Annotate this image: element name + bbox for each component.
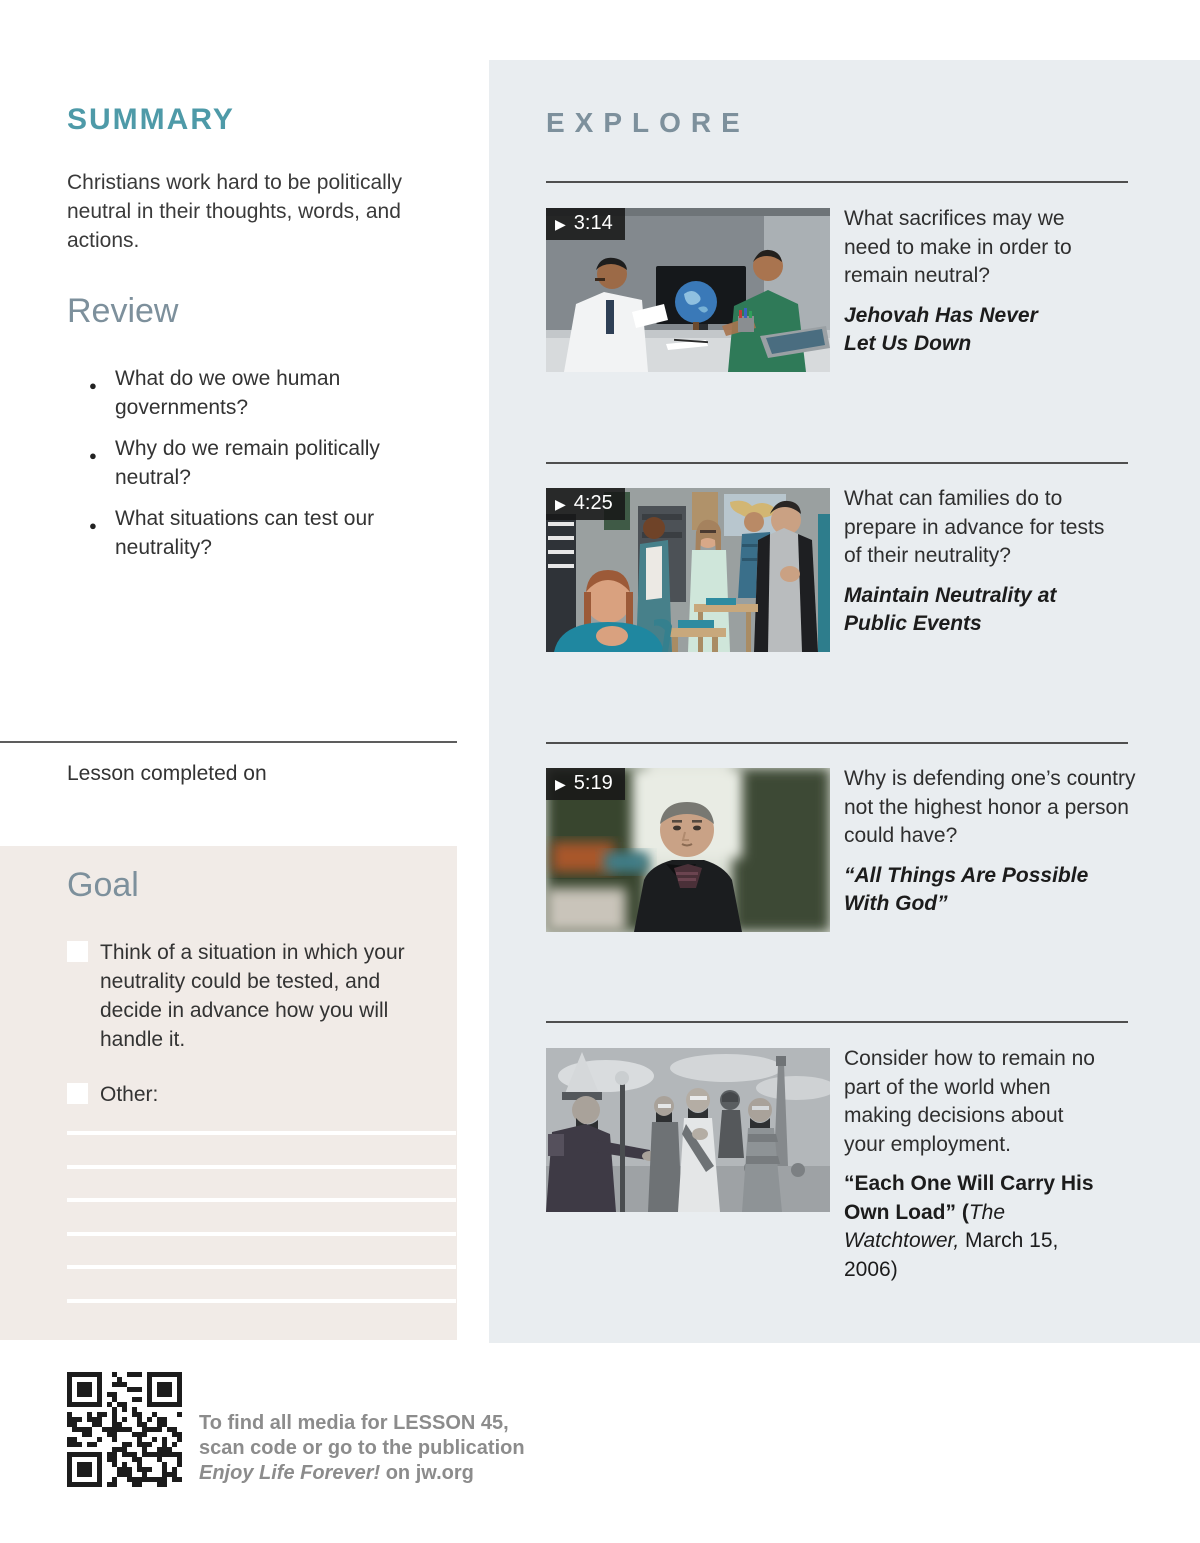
- explore-divider: [546, 462, 1128, 464]
- video-thumbnail-classroom-pledge[interactable]: [546, 488, 830, 652]
- review-item: ● Why do we remain politically neutral?: [67, 434, 407, 492]
- video-duration: 5:19: [573, 772, 613, 794]
- horizontal-divider: [0, 741, 457, 743]
- explore-question: What sacrifices may we need to make in order to remain neutral?: [844, 207, 1072, 287]
- footer-line2: scan code or go to the publication: [199, 1437, 525, 1459]
- explore-divider: [546, 742, 1128, 744]
- reference-paren: (: [956, 1200, 969, 1224]
- explore-question: Consider how to remain no part of the world when making decisions about your employment.: [844, 1047, 1095, 1156]
- goal-item: [67, 938, 427, 1054]
- review-list: [67, 364, 407, 574]
- footer-line1: To find all media for LESSON 45,: [199, 1412, 509, 1434]
- explore-question: Why is defending one’s country not the highest honor a person could have?: [844, 767, 1136, 847]
- review-item: ● What do we owe human governments?: [67, 364, 407, 422]
- lesson-completed-label: Lesson completed on: [67, 762, 267, 785]
- footer-publication-title: Enjoy Life Forever!: [199, 1462, 381, 1484]
- writing-line: [67, 1165, 456, 1169]
- illustration-refusing-idol-worship: [546, 1048, 830, 1212]
- publication-date: March 15, 2006): [844, 1229, 1059, 1281]
- writing-line: [67, 1265, 456, 1269]
- explore-item: [844, 205, 1144, 359]
- footer-line3-rest: on jw.org: [380, 1462, 474, 1484]
- writing-line: [67, 1232, 456, 1236]
- explore-divider: [546, 181, 1128, 183]
- video-duration-badge: [546, 768, 625, 800]
- writing-line: [67, 1131, 456, 1135]
- writing-line: [67, 1198, 456, 1202]
- qr-code: [67, 1372, 182, 1487]
- play-icon: ▶: [555, 495, 566, 512]
- explore-heading: EXPLORE: [546, 107, 750, 138]
- explore-question: What can families do to prepare in advance for tests of their neutrality?: [844, 487, 1105, 567]
- review-heading: Review: [67, 292, 179, 330]
- video-thumbnail-man-interview[interactable]: [546, 768, 830, 932]
- explore-item: [844, 765, 1144, 919]
- summary-heading: SUMMARY: [67, 103, 235, 136]
- goal-item: [67, 1080, 427, 1109]
- video-title: “All Things Are Possible With God”: [844, 863, 1089, 915]
- video-duration-badge: [546, 488, 625, 520]
- video-duration: 4:25: [573, 492, 613, 514]
- article-reference: [844, 1170, 1109, 1284]
- footer-note: [199, 1411, 549, 1486]
- explore-divider: [546, 1021, 1128, 1023]
- video-thumbnail-office-discussion[interactable]: [546, 208, 830, 372]
- video-duration: 3:14: [573, 212, 613, 234]
- article-title: “Each One Will Carry His Own Load”: [844, 1172, 1094, 1224]
- video-duration-badge: [546, 208, 625, 240]
- review-item: ● What situations can test our neutrality?: [67, 504, 407, 562]
- video-title: Maintain Neutrality at Public Events: [844, 583, 1057, 635]
- goal-item-label: Other:: [100, 1083, 159, 1106]
- video-title: Jehovah Has Never Let Us Down: [844, 303, 1038, 355]
- play-icon: ▶: [555, 215, 566, 232]
- goal-heading: Goal: [67, 866, 139, 904]
- explore-item: [844, 485, 1144, 639]
- explore-item: [844, 1045, 1144, 1284]
- publication-name: The Watchtower,: [844, 1200, 1006, 1252]
- checkbox[interactable]: [67, 1083, 88, 1104]
- checkbox[interactable]: [67, 941, 88, 962]
- writing-line: [67, 1299, 456, 1303]
- summary-body: Christians work hard to be politically neutral in their thoughts, words, and actions.: [67, 171, 402, 252]
- play-icon: ▶: [555, 775, 566, 792]
- goal-item-label: Think of a situation in which your neutrality could be tested, and decide in advance how you will handle it.: [100, 941, 405, 1051]
